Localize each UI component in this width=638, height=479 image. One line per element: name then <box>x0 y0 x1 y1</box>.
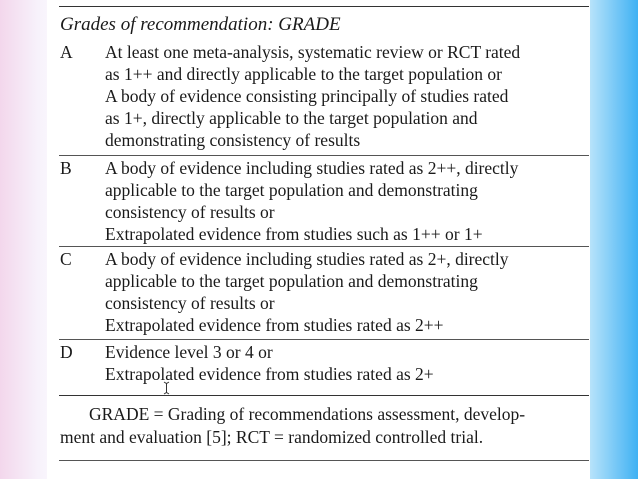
grade-d-description <box>105 341 589 385</box>
grade-b-line-4: Extrapolated evidence from studies such as 1++ or 1+ <box>105 224 483 244</box>
text-cursor-icon <box>163 381 170 395</box>
footnote-line-2: ment and evaluation [5]; RCT = randomized controlled trial. <box>60 427 484 447</box>
grade-b-line-2: applicable to the target population and demonstrating <box>105 180 478 200</box>
row-divider-a <box>59 155 589 156</box>
grade-c-line-4: Extrapolated evidence from studies rated as 2++ <box>105 315 444 335</box>
grade-a-label: A <box>60 42 73 62</box>
grade-a-line-1: At least one meta-analysis, systematic review or RCT rated <box>105 42 521 62</box>
grade-b-line-1: A body of evidence including studies rated as 2++, directly <box>105 158 519 178</box>
table-title: Grades of recommendation: GRADE <box>60 14 341 35</box>
document-page <box>47 0 590 479</box>
grade-d-line-2: Extrapolated evidence from studies rated as 2+ <box>105 364 434 384</box>
grade-b-label: B <box>60 158 72 178</box>
table-footnote <box>60 403 588 449</box>
grade-d-line-1: Evidence level 3 or 4 or <box>105 342 273 362</box>
table-bottom-rule <box>59 395 589 396</box>
grade-d-label: D <box>60 342 73 362</box>
grade-c-label: C <box>60 249 72 269</box>
grade-a-line-5: demonstrating consistency of results <box>105 130 361 150</box>
grade-b-line-3: consistency of results or <box>105 202 275 222</box>
footnote-bottom-rule <box>59 460 589 461</box>
grade-c-description <box>105 248 589 336</box>
grade-b-description <box>105 157 589 245</box>
grade-c-line-1: A body of evidence including studies rated as 2+, directly <box>105 249 509 269</box>
grade-c-line-2: applicable to the target population and demonstrating <box>105 271 478 291</box>
top-rule <box>59 6 589 7</box>
grade-c-line-3: consistency of results or <box>105 293 275 313</box>
row-divider-c <box>59 339 589 340</box>
grade-a-description <box>105 41 589 151</box>
footnote-line-1: GRADE = Grading of recommendations assessment, develop- <box>89 404 526 424</box>
grade-a-line-4: as 1+, directly applicable to the target population and <box>105 108 478 128</box>
row-divider-b <box>59 246 589 247</box>
grade-a-line-2: as 1++ and directly applicable to the target population or <box>105 64 503 84</box>
grade-a-line-3: A body of evidence consisting principally of studies rated <box>105 86 509 106</box>
